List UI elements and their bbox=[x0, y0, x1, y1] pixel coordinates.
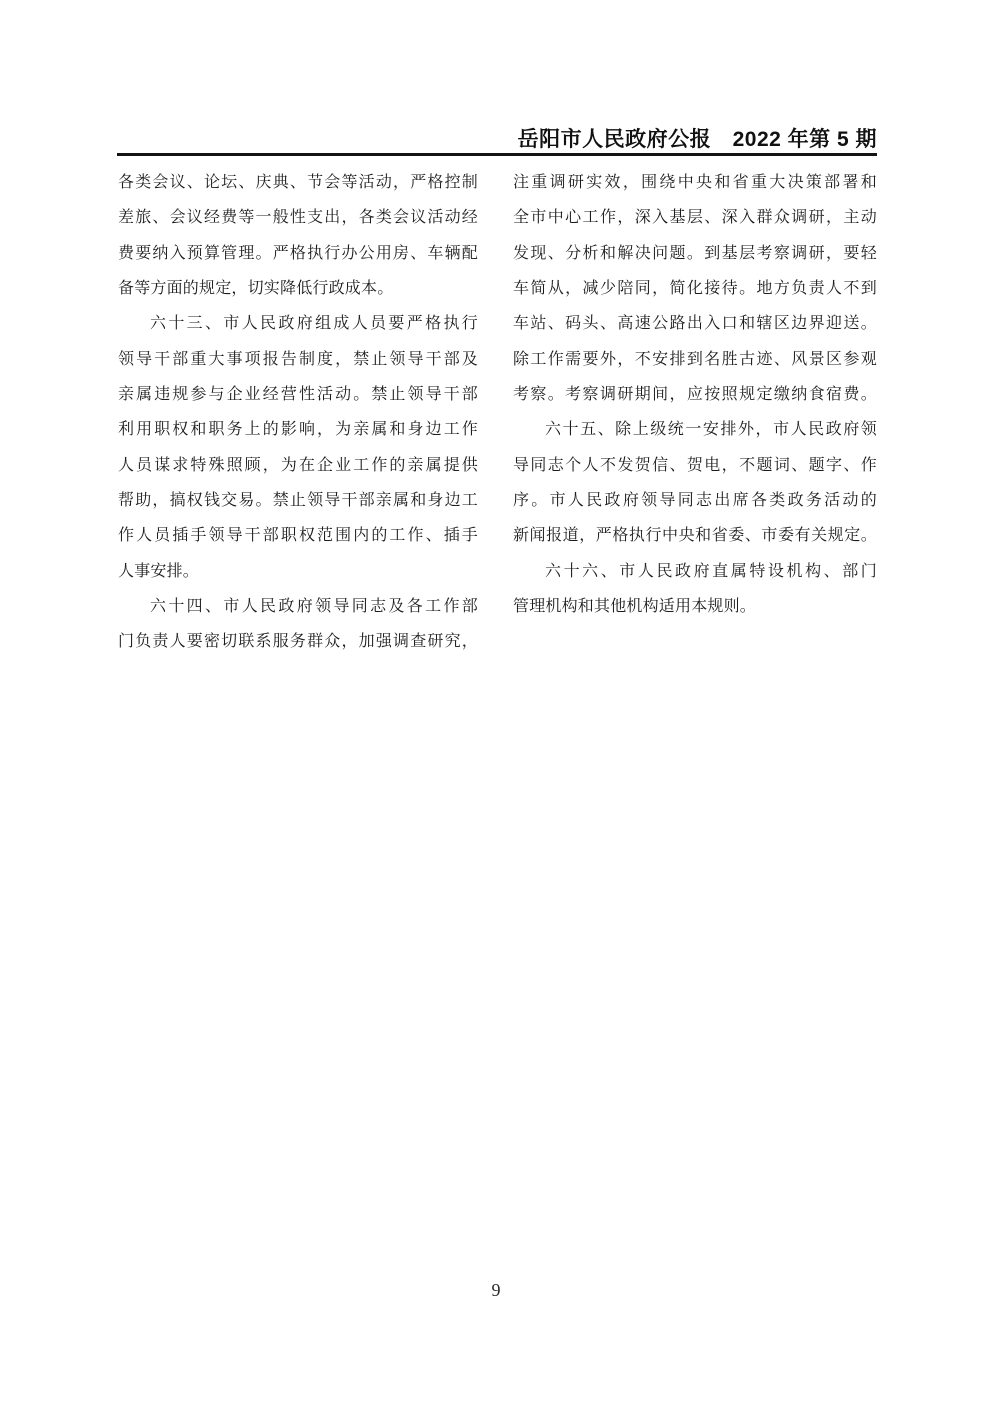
text-line: 亲属违规参与企业经营性活动。禁止领导干部 bbox=[118, 386, 478, 404]
text-line: 人事安排。 bbox=[118, 562, 200, 580]
text-line: 车简从，减少陪同，简化接待。地方负责人不到 bbox=[513, 280, 877, 298]
text-line: 车站、码头、高速公路出入口和辖区边界迎送。 bbox=[513, 315, 877, 333]
text-line: 新闻报道，严格执行中央和省委、市委有关规定。 bbox=[513, 527, 877, 545]
text-line: 人员谋求特殊照顾，为在企业工作的亲属提供 bbox=[118, 456, 478, 474]
text-line: 各类会议、论坛、庆典、节会等活动，严格控制 bbox=[118, 174, 478, 191]
text-line: 除工作需要外，不安排到名胜古迹、风景区参观 bbox=[513, 350, 877, 368]
text-line: 管理机构和其他机构适用本规则。 bbox=[513, 598, 757, 616]
text-line: 考察。考察调研期间，应按照规定缴纳食宿费。 bbox=[513, 386, 877, 404]
text-line: 六十六、市人民政府直属特设机构、部门 bbox=[545, 562, 877, 580]
text-line: 帮助，搞权钱交易。禁止领导干部亲属和身边工 bbox=[118, 492, 478, 510]
text-line: 领导干部重大事项报告制度，禁止领导干部及 bbox=[118, 350, 478, 368]
left-text-column bbox=[118, 165, 478, 660]
text-line: 利用职权和职务上的影响，为亲属和身边工作 bbox=[118, 421, 478, 439]
text-line: 六十四、市人民政府领导同志及各工作部 bbox=[150, 598, 478, 616]
text-line: 六十五、除上级统一安排外，市人民政府领 bbox=[545, 421, 877, 439]
text-line: 导同志个人不发贺信、贺电，不题词、题字、作 bbox=[513, 456, 877, 474]
gazette-header-title: 岳阳市人民政府公报 2022 年第 5 期 bbox=[517, 128, 877, 151]
page-number: 9 bbox=[491, 1280, 501, 1300]
header-rule bbox=[117, 153, 877, 156]
text-line: 门负责人要密切联系服务群众，加强调查研究， bbox=[118, 633, 478, 651]
right-text-column bbox=[513, 165, 877, 624]
page-footer bbox=[0, 1280, 992, 1301]
text-line: 发现、分析和解决问题。到基层考察调研，要轻 bbox=[513, 244, 877, 262]
text-line: 作人员插手领导干部职权范围内的工作、插手 bbox=[118, 527, 478, 545]
text-line: 全市中心工作，深入基层、深入群众调研，主动 bbox=[513, 209, 877, 227]
text-line: 差旅、会议经费等一般性支出，各类会议活动经 bbox=[118, 209, 478, 227]
text-line: 注重调研实效，围绕中央和省重大决策部署和 bbox=[513, 174, 877, 191]
text-line: 备等方面的规定，切实降低行政成本。 bbox=[118, 280, 394, 298]
text-line: 六十三、市人民政府组成人员要严格执行 bbox=[150, 315, 478, 333]
text-line: 序。市人民政府领导同志出席各类政务活动的 bbox=[513, 492, 877, 510]
text-line: 费要纳入预算管理。严格执行办公用房、车辆配 bbox=[118, 244, 478, 262]
